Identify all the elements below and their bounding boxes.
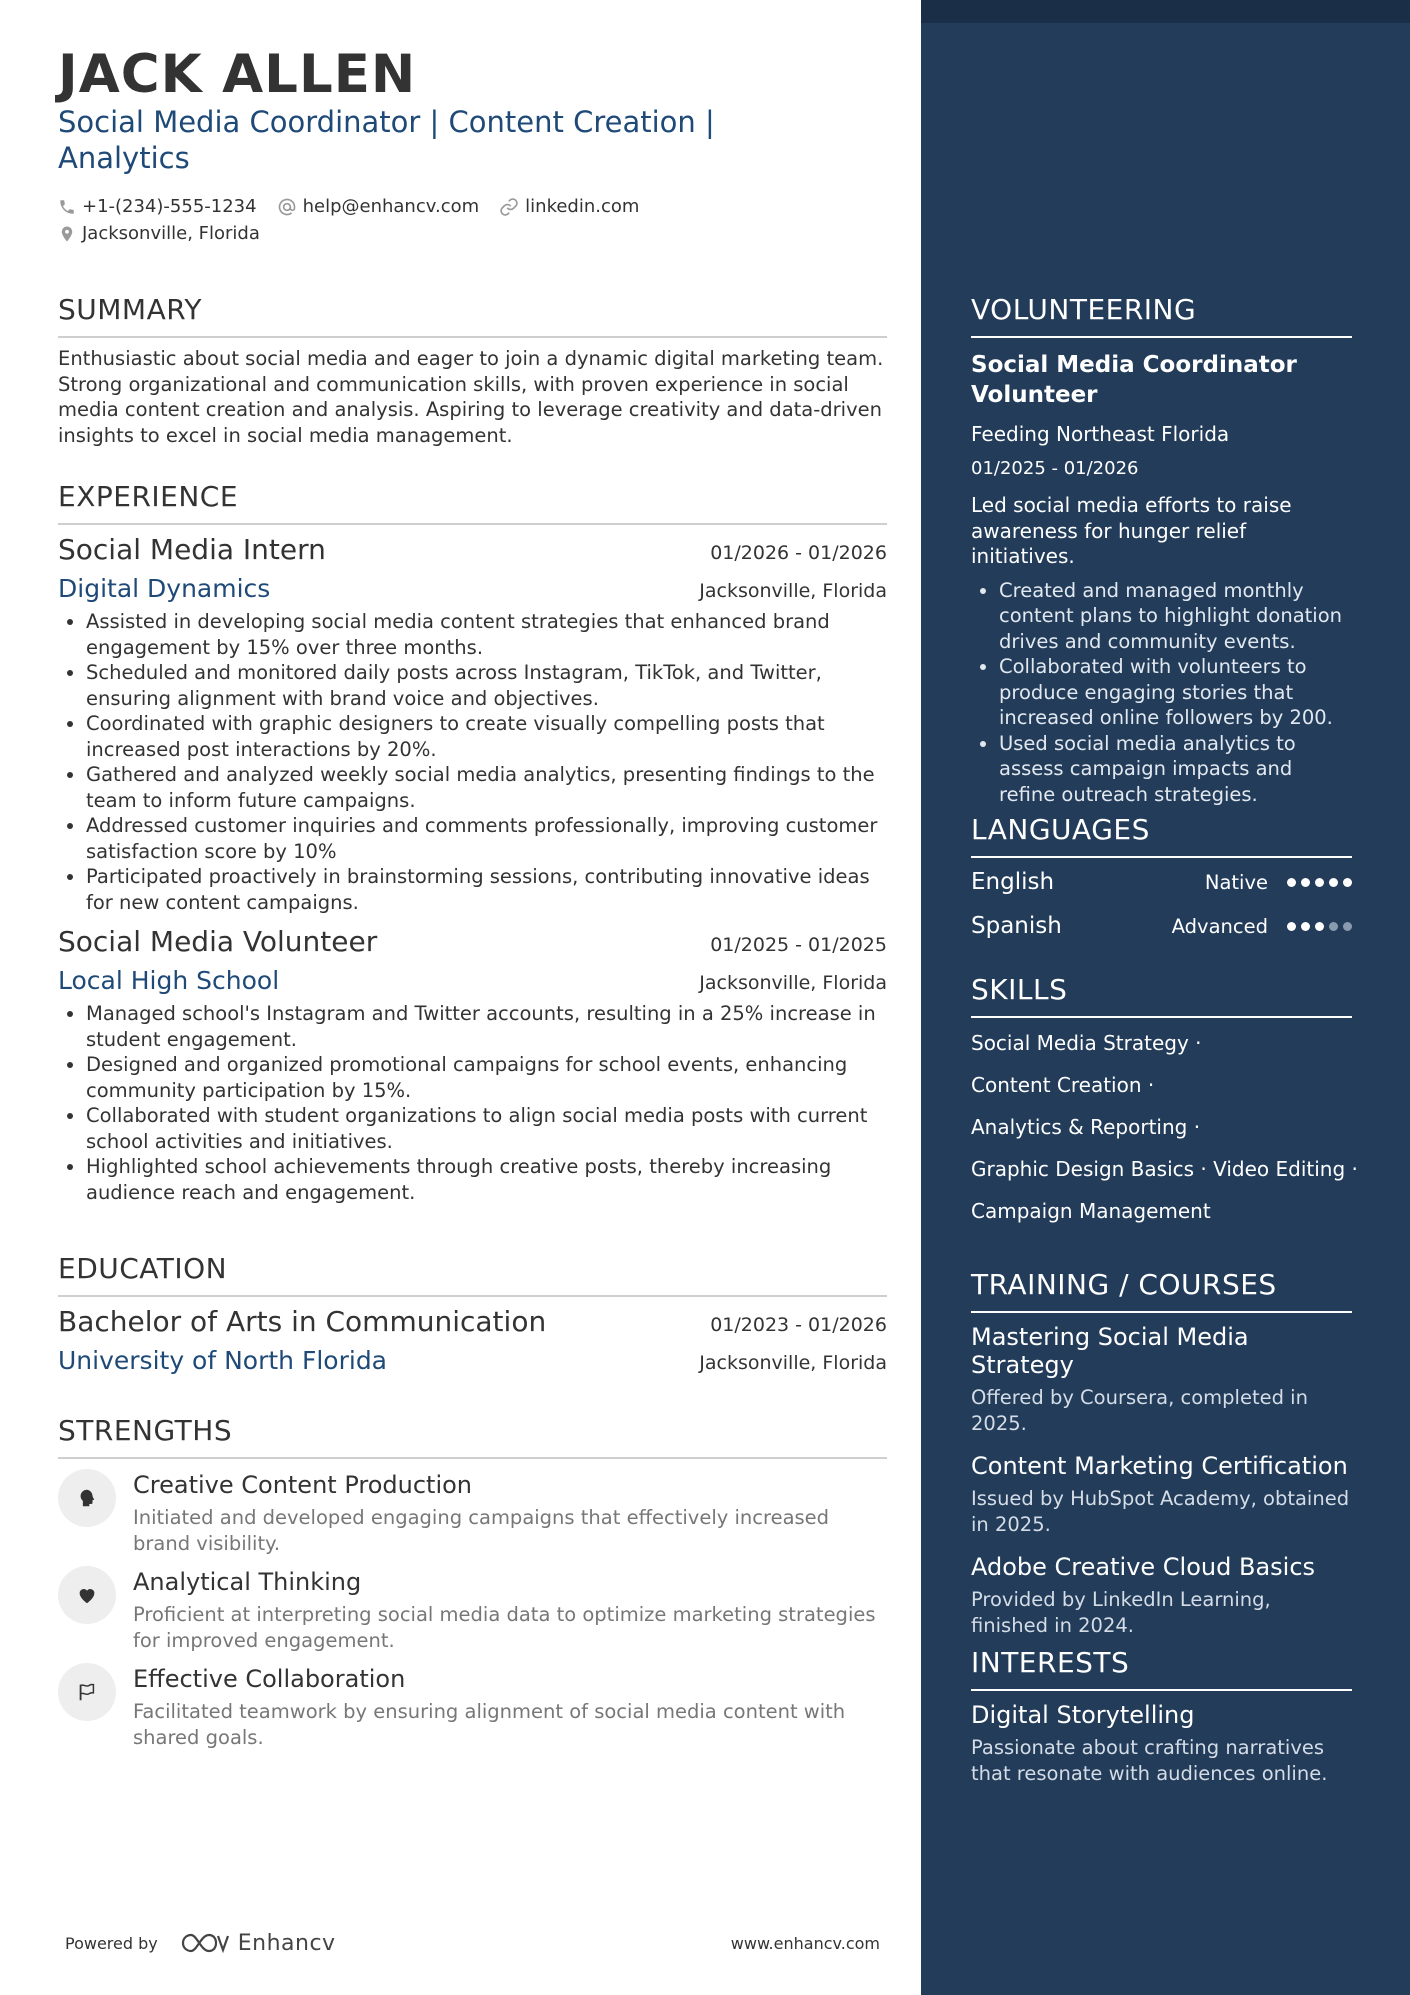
- bullet-item: • Used social media analytics to assess campaign impacts and refine outreach strategies.: [999, 731, 1352, 808]
- powered-by-label: Powered by: [65, 1933, 158, 1953]
- job-bullets: [58, 609, 887, 915]
- course-title: Mastering Social Media Strategy: [971, 1323, 1249, 1379]
- skills-section: [971, 973, 1358, 1232]
- course-desc: Provided by LinkedIn Learning, finished in 2024.: [971, 1588, 1271, 1637]
- phone-icon: [58, 198, 76, 216]
- language-row: [971, 860, 1352, 904]
- flag-icon: [58, 1663, 116, 1721]
- language-row: [971, 904, 1352, 948]
- at-icon: [277, 197, 297, 217]
- skill-item: Campaign Management: [971, 1199, 1211, 1223]
- bullet-item: • Scheduled and monitored daily posts across Instagram, TikTok, and Twitter, ensuring alignment with brand voice and objectives.: [86, 660, 887, 711]
- education-section: [58, 1252, 887, 1375]
- job-location: Jacksonville, Florida: [699, 580, 887, 602]
- bullet-item: • Designed and organized promotional campaigns for school events, enhancing community participation by 15%.: [86, 1052, 887, 1103]
- strengths-section: [58, 1414, 887, 1750]
- interests-section: [971, 1646, 1352, 1786]
- bullet-item: • Assisted in developing social media content strategies that enhanced brand engagement by 15% over three months.: [86, 609, 887, 660]
- strength-item: [58, 1663, 887, 1750]
- skill-item: Analytics & Reporting ·: [971, 1115, 1201, 1139]
- strength-item: [58, 1566, 887, 1653]
- job-dates: 01/2025 - 01/2025: [710, 934, 887, 956]
- interests-title: INTERESTS: [971, 1646, 1352, 1691]
- brand-name: Enhancv: [237, 1930, 336, 1956]
- bullet-item: • Collaborated with volunteers to produce engaging stories that increased online followers by 200.: [999, 654, 1352, 731]
- heart-icon: [58, 1566, 116, 1624]
- contact-linkedin[interactable]: [499, 196, 639, 217]
- skill-item: Social Media Strategy ·: [971, 1031, 1202, 1055]
- volunteering-section: [971, 293, 1352, 807]
- strength-title: Analytical Thinking: [133, 1568, 362, 1596]
- link-icon: [499, 197, 519, 217]
- language-level: Advanced: [1171, 914, 1268, 938]
- contact-info: [58, 193, 659, 247]
- degree: Bachelor of Arts in Communication: [58, 1305, 547, 1338]
- course-title: Content Marketing Certification: [971, 1452, 1348, 1480]
- footer: [65, 1930, 880, 1956]
- volunteer-dates: 01/2025 - 01/2026: [971, 458, 1139, 479]
- experience-section: [58, 480, 887, 1205]
- job-company: Digital Dynamics: [58, 574, 271, 603]
- strength-title: Effective Collaboration: [133, 1665, 406, 1693]
- strength-title: Creative Content Production: [133, 1471, 473, 1499]
- proficiency-dots: [1282, 878, 1352, 887]
- strengths-title: STRENGTHS: [58, 1414, 887, 1459]
- phone-text: +1-(234)-555-1234: [82, 196, 257, 217]
- languages-title: LANGUAGES: [971, 813, 1352, 858]
- skills-title: SKILLS: [971, 973, 1352, 1018]
- experience-title: EXPERIENCE: [58, 480, 887, 525]
- dot-filled: [1301, 922, 1310, 931]
- education-location: Jacksonville, Florida: [699, 1352, 887, 1374]
- strength-desc: Facilitated teamwork by ensuring alignment of social media content with shared goals.: [133, 1700, 846, 1749]
- training-title: TRAINING / COURSES: [971, 1268, 1352, 1313]
- candidate-name: JACK ALLEN: [58, 44, 417, 105]
- volunteer-bullets: [971, 578, 1352, 808]
- strength-desc: Proficient at interpreting social media data to optimize marketing strategies for improved engagement.: [133, 1603, 876, 1652]
- dot-filled: [1315, 922, 1324, 931]
- languages-section: [971, 813, 1352, 948]
- language-name: English: [971, 869, 1055, 895]
- head-icon: [58, 1469, 116, 1527]
- course-desc: Offered by Coursera, completed in 2025.: [971, 1386, 1308, 1435]
- strength-item: [58, 1469, 887, 1556]
- location-pin-icon: [58, 224, 76, 244]
- education-dates: 01/2023 - 01/2026: [710, 1314, 887, 1336]
- course-desc: Issued by HubSpot Academy, obtained in 2025.: [971, 1487, 1350, 1536]
- skill-item: Graphic Design Basics · Video Editing ·: [971, 1157, 1358, 1181]
- website-link[interactable]: www.enhancv.com: [730, 1933, 880, 1953]
- bullet-item: • Gathered and analyzed weekly social media analytics, presenting findings to the team to inform future campaigns.: [86, 762, 887, 813]
- linkedin-text: linkedin.com: [525, 196, 640, 217]
- job-entry: [58, 925, 887, 1205]
- volunteer-desc: Led social media efforts to raise awareness for hunger relief initiatives.: [971, 493, 1292, 568]
- school: University of North Florida: [58, 1346, 388, 1375]
- bullet-item: • Collaborated with student organizations to align social media posts with current school activities and initiatives.: [86, 1103, 887, 1154]
- bullet-item: • Highlighted school achievements through creative posts, thereby increasing audience reach and engagement.: [86, 1154, 887, 1205]
- bullet-item: • Managed school's Instagram and Twitter accounts, resulting in a 25% increase in student engagement.: [86, 1001, 887, 1052]
- volunteer-org: Feeding Northeast Florida: [971, 422, 1230, 446]
- training-section: [971, 1268, 1352, 1638]
- dot-filled: [1315, 878, 1324, 887]
- dot-filled: [1287, 878, 1296, 887]
- contact-phone[interactable]: [58, 196, 257, 217]
- bullet-item: • Created and managed monthly content plans to highlight donation drives and community events.: [999, 578, 1352, 655]
- job-location: Jacksonville, Florida: [699, 972, 887, 994]
- job-company: Local High School: [58, 966, 280, 995]
- proficiency-dots: [1282, 922, 1352, 931]
- dot-filled: [1287, 922, 1296, 931]
- dot-filled: [1343, 878, 1352, 887]
- contact-location: [58, 223, 260, 244]
- volunteer-role: Social Media Coordinator Volunteer: [971, 352, 1297, 408]
- volunteering-title: VOLUNTEERING: [971, 293, 1352, 338]
- location-text: Jacksonville, Florida: [82, 223, 260, 244]
- bullet-item: • Coordinated with graphic designers to create visually compelling posts that increased post interactions by 20%.: [86, 711, 887, 762]
- dot-filled: [1329, 878, 1338, 887]
- bullet-item: • Participated proactively in brainstorming sessions, contributing innovative ideas for new content campaigns.: [86, 864, 887, 915]
- dot-empty: [1343, 922, 1352, 931]
- summary-title: SUMMARY: [58, 293, 887, 338]
- education-title: EDUCATION: [58, 1252, 887, 1297]
- job-role: Social Media Volunteer: [58, 925, 378, 958]
- strength-desc: Initiated and developed engaging campaigns that effectively increased brand visibility.: [133, 1506, 830, 1555]
- skill-item: Content Creation ·: [971, 1073, 1155, 1097]
- email-text: help@enhancv.com: [302, 196, 480, 217]
- headline: Social Media Coordinator | Content Creation | Analytics: [58, 105, 715, 175]
- enhancv-logo-icon: [180, 1930, 230, 1956]
- language-level: Native: [1204, 870, 1268, 894]
- job-role: Social Media Intern: [58, 533, 326, 566]
- dot-empty: [1329, 922, 1338, 931]
- job-dates: 01/2026 - 01/2026: [710, 542, 887, 564]
- job-bullets: [58, 1001, 887, 1205]
- summary-text: Enthusiastic about social media and eager to join a dynamic digital marketing team. Strong organizational and communication skills, with proven experience in social media content creation and analysis. Aspiring to leverage creativity and data-driven insights to excel in social media management.: [58, 347, 884, 447]
- interest-desc: Passionate about crafting narratives that resonate with audiences online.: [971, 1736, 1328, 1785]
- interest-title: Digital Storytelling: [971, 1701, 1195, 1729]
- sidebar: [921, 0, 1410, 1995]
- course-title: Adobe Creative Cloud Basics: [971, 1553, 1316, 1581]
- job-entry: [58, 533, 887, 915]
- bullet-item: • Addressed customer inquiries and comments professionally, improving customer satisfaction score by 10%: [86, 813, 887, 864]
- contact-email[interactable]: [277, 196, 480, 217]
- powered-by: [65, 1930, 336, 1956]
- summary-section: [58, 293, 887, 448]
- language-name: Spanish: [971, 913, 1062, 939]
- dot-filled: [1301, 878, 1310, 887]
- sidebar-top-band: [921, 0, 1410, 23]
